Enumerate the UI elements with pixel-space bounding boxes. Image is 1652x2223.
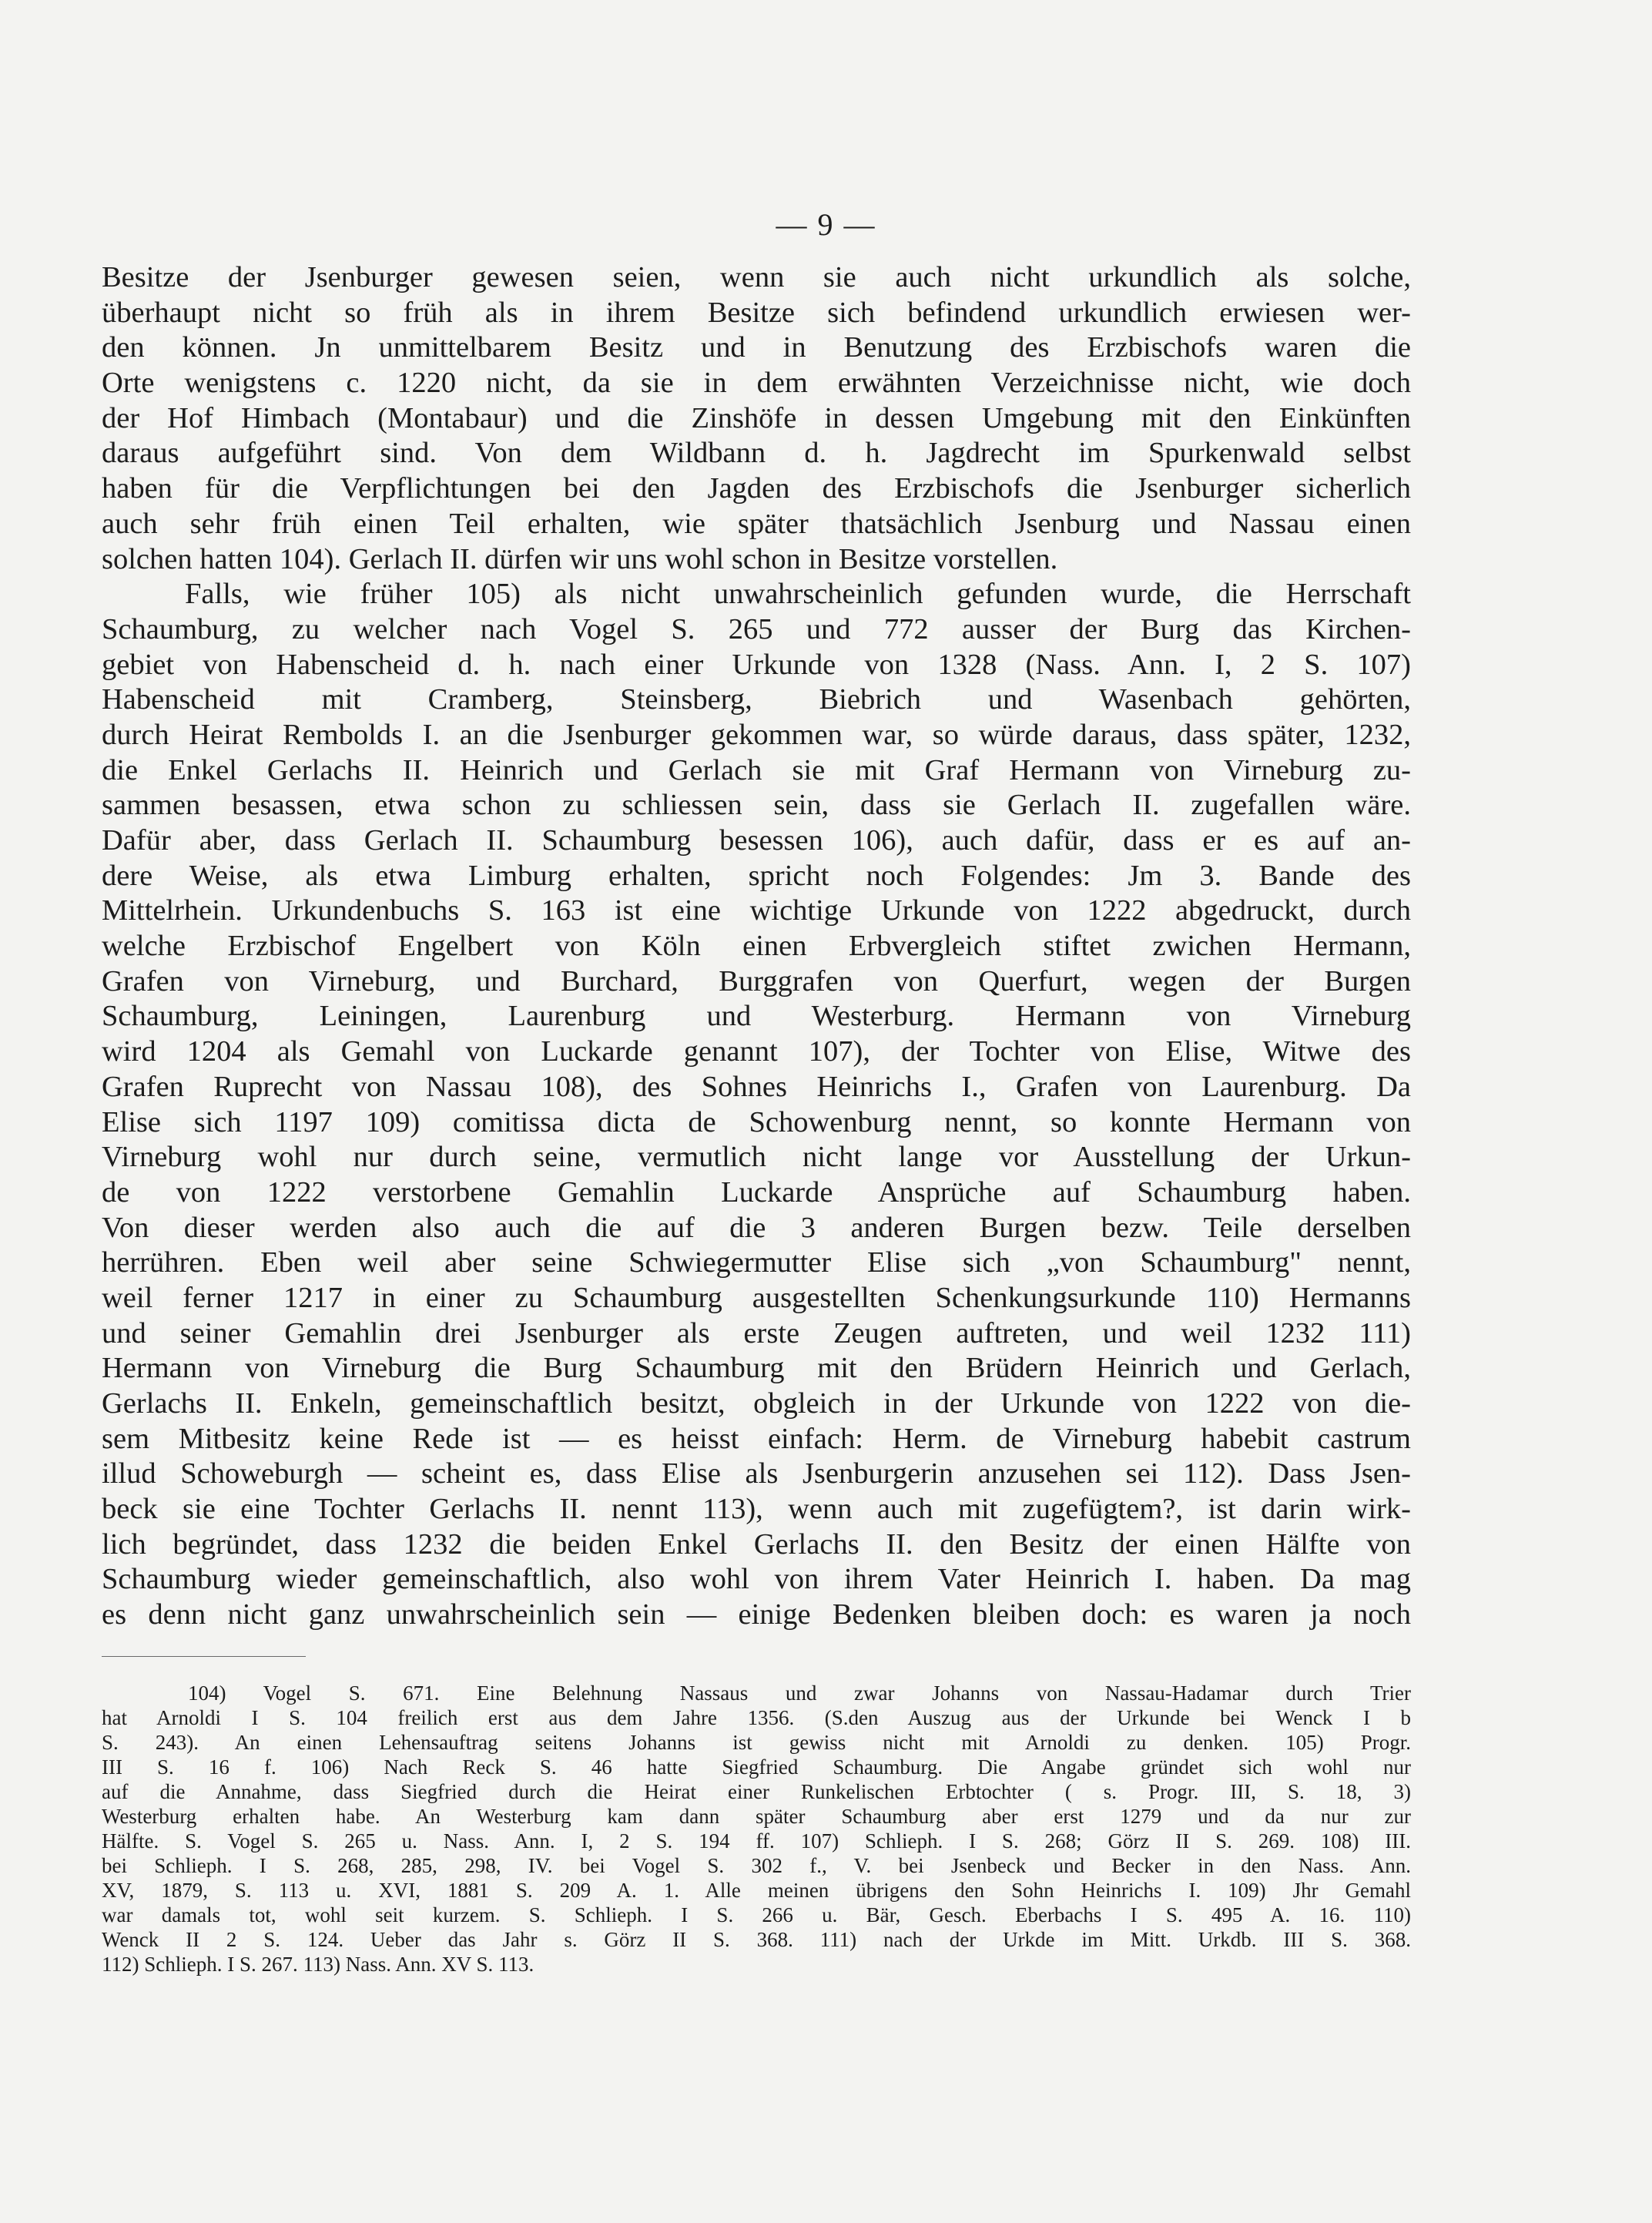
footnote-divider <box>102 1656 306 1657</box>
body-line: Schaumburg, zu welcher nach Vogel S. 265 und 772 ausser der Burg das Kirchen- <box>102 612 1411 645</box>
body-line: und seiner Gemahlin drei Jsenburger als erste Zeugen auftreten, und weil 1232 111) <box>102 1316 1411 1350</box>
body-line: Habenscheid mit Cramberg, Steinsberg, Biebrich und Wasenbach gehörten, <box>102 683 1411 716</box>
body-line: Virneburg wohl nur durch seine, vermutlich nicht lange vor Ausstellung der Urkun- <box>102 1141 1411 1174</box>
body-line: Elise sich 1197 109) comitissa dicta de Schowenburg nennt, so konnte Hermann von <box>102 1105 1411 1138</box>
body-line: auch sehr früh einen Teil erhalten, wie später thatsächlich Jsenburg und Nassau einen <box>102 507 1411 540</box>
body-line: haben für die Verpflichtungen bei den Jagden des Erzbischofs die Jsenburger sicherlich <box>102 472 1411 505</box>
body-line: wird 1204 als Gemahl von Luckarde genannt 107), der Tochter von Elise, Witwe des <box>102 1035 1411 1068</box>
body-line: Gerlachs II. Enkeln, gemeinschaftlich besitzt, obgleich in der Urkunde von 1222 von die- <box>102 1387 1411 1420</box>
footnote-line: Westerburg erhalten habe. An Westerburg kam dann später Schaumburg aber erst 1279 und da nur zur <box>102 1805 1411 1828</box>
body-line: der Hof Himbach (Montabaur) und die Zinshöfe in dessen Umgebung mit den Einkünften <box>102 401 1411 434</box>
body-line: den können. Jn unmittelbarem Besitz und in Benutzung des Erzbischofs waren die <box>102 331 1411 364</box>
body-line: herrühren. Eben weil aber seine Schwiegermutter Elise sich „von Schaumburg" nennt, <box>102 1246 1411 1279</box>
body-line: Schaumburg, Leiningen, Laurenburg und Westerburg. Hermann von Virneburg <box>102 1000 1411 1033</box>
footnote-line: III S. 16 f. 106) Nach Reck S. 46 hatte Siegfried Schaumburg. Die Angabe gründet sich wohl nur <box>102 1755 1411 1779</box>
body-line: durch Heirat Rembolds I. an die Jsenburger gekommen war, so würde daraus, dass später, 1232, <box>102 718 1411 751</box>
body-line: überhaupt nicht so früh als in ihrem Besitze sich befindend urkundlich erwiesen wer- <box>102 296 1411 329</box>
body-line: Falls, wie früher 105) als nicht unwahrscheinlich gefunden wurde, die Herrschaft <box>185 578 1411 611</box>
footnote-line: 112) Schlieph. I S. 267. 113) Nass. Ann. XV S. 113. <box>102 1953 534 1976</box>
footnote-line: XV, 1879, S. 113 u. XVI, 1881 S. 209 A. 1. Alle meinen übrigens den Sohn Heinrichs I. 109) Jhr Gemahl <box>102 1879 1411 1902</box>
body-line: illud Schoweburgh — scheint es, dass Elise als Jsenburgerin anzusehen sei 112). Dass Jsen- <box>102 1457 1411 1490</box>
body-line: welche Erzbischof Engelbert von Köln einen Erbvergleich stiftet zwichen Hermann, <box>102 930 1411 963</box>
body-line: Besitze der Jsenburger gewesen seien, wenn sie auch nicht urkundlich als solche, <box>102 261 1411 293</box>
footnotes <box>102 1681 1411 1977</box>
body-line: Grafen Ruprecht von Nassau 108), des Sohnes Heinrichs I., Grafen von Laurenburg. Da <box>102 1070 1411 1103</box>
body-line: Hermann von Virneburg die Burg Schaumburg mit den Brüdern Heinrich und Gerlach, <box>102 1352 1411 1385</box>
footnote-line: hat Arnoldi I S. 104 freilich erst aus dem Jahre 1356. (S.den Auszug aus der Urkunde bei Wenck I b <box>102 1706 1411 1729</box>
body-line: gebiet von Habenscheid d. h. nach einer Urkunde von 1328 (Nass. Ann. I, 2 S. 107) <box>102 648 1411 681</box>
body-line: Von dieser werden also auch die auf die 3 anderen Burgen bezw. Teile derselben <box>102 1211 1411 1244</box>
body-line: lich begründet, dass 1232 die beiden Enkel Gerlachs II. den Besitz der einen Hälfte von <box>102 1527 1411 1561</box>
body-line: sammen besassen, etwa schon zu schliessen sein, dass sie Gerlach II. zugefallen wäre. <box>102 789 1411 822</box>
body-line: dere Weise, als etwa Limburg erhalten, spricht noch Folgendes: Jm 3. Bande des <box>102 859 1411 892</box>
body-line: Grafen von Virneburg, und Burchard, Burggrafen von Querfurt, wegen der Burgen <box>102 964 1411 998</box>
body-line: Orte wenigstens c. 1220 nicht, da sie in dem erwähnten Verzeichnisse nicht, wie doch <box>102 367 1411 400</box>
footnote-line: Wenck II 2 S. 124. Ueber das Jahr s. Görz II S. 368. 111) nach der Urkde im Mitt. Urkdb. III S. 368. <box>102 1928 1411 1951</box>
body-line: Dafür aber, dass Gerlach II. Schaumburg besessen 106), auch dafür, dass er es auf an- <box>102 824 1411 857</box>
body-line: de von 1222 verstorbene Gemahlin Luckarde Ansprüche auf Schaumburg haben. <box>102 1175 1411 1209</box>
page-number: — 9 — <box>776 207 876 242</box>
footnote-line: auf die Annahme, dass Siegfried durch die Heirat einer Runkelischen Erbtochter ( s. Progr. III, S. 18, 3) <box>102 1780 1411 1803</box>
footnote-line: bei Schlieph. I S. 268, 285, 298, IV. bei Vogel S. 302 f., V. bei Jsenbeck und Becker in den Nass. Ann. <box>102 1854 1411 1877</box>
body-line: Mittelrhein. Urkundenbuchs S. 163 ist eine wichtige Urkunde von 1222 abgedruckt, durch <box>102 894 1411 927</box>
body-line: weil ferner 1217 in einer zu Schaumburg ausgestellten Schenkungsurkunde 110) Hermanns <box>102 1281 1411 1314</box>
body-line: solchen hatten 104). Gerlach II. dürfen wir uns wohl schon in Besitze vorstellen. <box>102 542 1058 575</box>
body-text <box>102 260 1411 1633</box>
body-line: es denn nicht ganz unwahrscheinlich sein — einige Bedenken bleiben doch: es waren ja noch <box>102 1598 1411 1631</box>
body-line: die Enkel Gerlachs II. Heinrich und Gerlach sie mit Graf Hermann von Virneburg zu- <box>102 753 1411 786</box>
body-line: Schaumburg wieder gemeinschaftlich, also wohl von ihrem Vater Heinrich I. haben. Da mag <box>102 1563 1411 1596</box>
footnote-line: war damals tot, wohl seit kurzem. S. Schlieph. I S. 266 u. Bär, Gesch. Eberbachs I S. 495 A. 16. 110) <box>102 1903 1411 1926</box>
footnote-line: S. 243). An einen Lehensauftrag seitens Johanns ist gewiss nicht mit Arnoldi zu denken. 105) Progr. <box>102 1731 1411 1754</box>
footnote-line: 104) Vogel S. 671. Eine Belehnung Nassaus und zwar Johanns von Nassau-Hadamar durch Trier <box>188 1682 1411 1705</box>
body-line: beck sie eine Tochter Gerlachs II. nennt 113), wenn auch mit zugefügtem?, ist darin wirk- <box>102 1493 1411 1526</box>
body-line: daraus aufgeführt sind. Von dem Wildbann d. h. Jagdrecht im Spurkenwald selbst <box>102 437 1411 470</box>
body-line: sem Mitbesitz keine Rede ist — es heisst einfach: Herm. de Virneburg habebit castrum <box>102 1422 1411 1455</box>
footnote-line: Hälfte. S. Vogel S. 265 u. Nass. Ann. I, 2 S. 194 ff. 107) Schlieph. I S. 268; Görz II S. 269. 108) III. <box>102 1829 1411 1852</box>
